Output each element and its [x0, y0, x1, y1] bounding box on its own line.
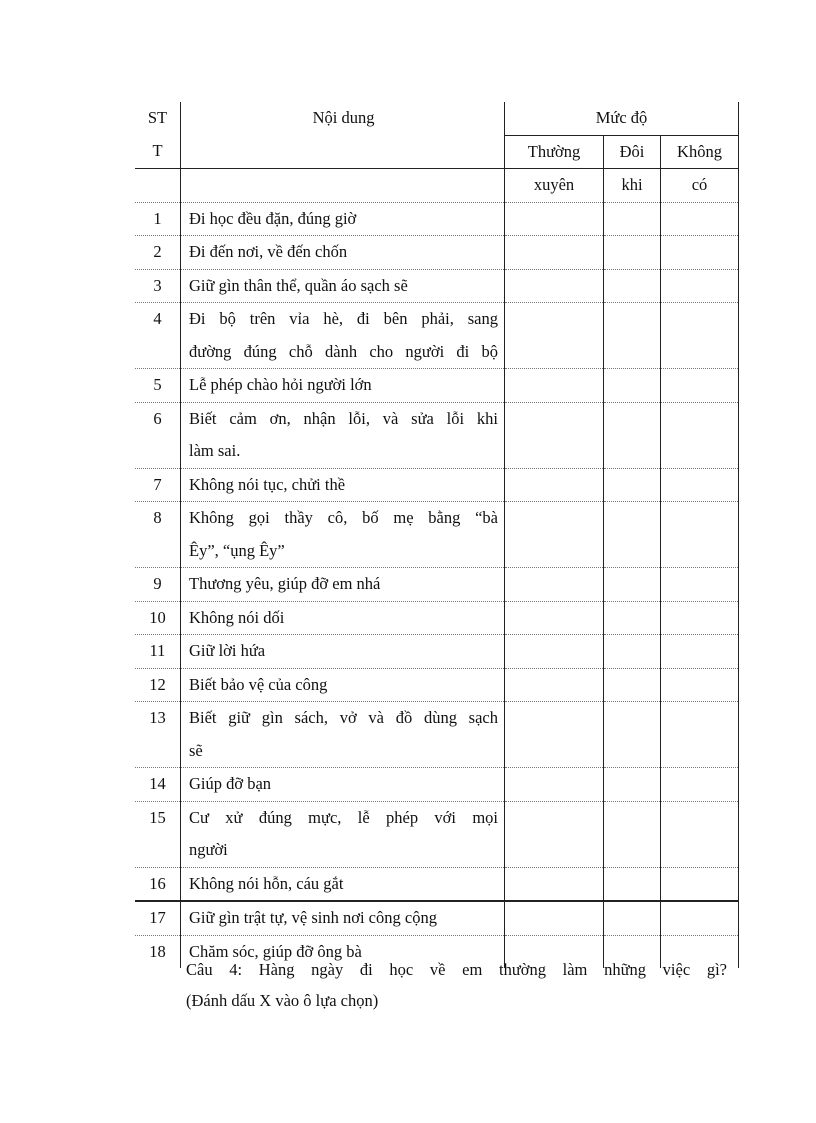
row-content: Thương yêu, giúp đỡ em nhá [181, 568, 505, 602]
row-content-line: Cư xử đúng mực, lễ phép với mọi [189, 807, 498, 827]
row-number: 12 [135, 668, 181, 702]
cell-never[interactable] [661, 402, 739, 468]
cell-never[interactable] [661, 202, 739, 236]
row-content-line: người [189, 840, 228, 859]
table-row [135, 768, 739, 802]
cell-often[interactable] [505, 867, 604, 901]
cell-sometimes[interactable] [604, 668, 661, 702]
row-number: 13 [135, 702, 181, 768]
row-content: Lễ phép chào hỏi người lớn [181, 369, 505, 403]
survey-table [135, 102, 739, 968]
cell-often[interactable] [505, 635, 604, 669]
table-row [135, 867, 739, 901]
row-content: Không nói hỗn, cáu gắt [181, 867, 505, 901]
cell-sometimes[interactable] [604, 867, 661, 901]
cell-often[interactable] [505, 801, 604, 867]
row-number: 7 [135, 468, 181, 502]
table-row [135, 236, 739, 270]
cell-sometimes[interactable] [604, 801, 661, 867]
row-content-line: làm sai. [189, 441, 241, 460]
row-content [181, 402, 505, 468]
cell-sometimes[interactable] [604, 702, 661, 768]
question-4 [186, 954, 727, 1016]
table-row [135, 901, 739, 935]
cell-often[interactable] [505, 369, 604, 403]
row-number: 17 [135, 901, 181, 935]
question-text: Câu 4: Hàng ngày đi học về em thường làm những việc gì? [186, 960, 727, 979]
row-content-line: Biết cảm ơn, nhận lỗi, và sửa lỗi khi [189, 408, 498, 428]
cell-never[interactable] [661, 369, 739, 403]
row-content-line: Biết giữ gìn sách, vở và đồ dùng sạch [189, 708, 498, 727]
row-content: Đi học đều đặn, đúng giờ [181, 202, 505, 236]
row-number: 14 [135, 768, 181, 802]
cell-often[interactable] [505, 468, 604, 502]
cell-sometimes[interactable] [604, 901, 661, 935]
row-number: 8 [135, 502, 181, 568]
cell-sometimes[interactable] [604, 402, 661, 468]
row-content [181, 502, 505, 568]
cell-sometimes[interactable] [604, 601, 661, 635]
row-content: Không nói tục, chửi thề [181, 468, 505, 502]
row-content-line: Êy”, “ụng Êy” [189, 540, 285, 560]
cell-never[interactable] [661, 601, 739, 635]
cell-never[interactable] [661, 568, 739, 602]
row-number: 15 [135, 801, 181, 867]
header-content: Nội dung [181, 102, 505, 169]
cell-often[interactable] [505, 236, 604, 270]
header-often-line2: xuyên [505, 169, 604, 203]
table-header-row [135, 102, 739, 135]
cell-sometimes[interactable] [604, 502, 661, 568]
cell-often[interactable] [505, 668, 604, 702]
row-number: 6 [135, 402, 181, 468]
row-content-line: đường đúng chỗ dành cho người đi bộ [189, 341, 498, 361]
table-row [135, 369, 739, 403]
row-number: 16 [135, 867, 181, 901]
row-content [181, 801, 505, 867]
row-number: 11 [135, 635, 181, 669]
table-row [135, 568, 739, 602]
cell-never[interactable] [661, 702, 739, 768]
row-content: Không nói dối [181, 601, 505, 635]
table-row [135, 303, 739, 369]
row-content [181, 303, 505, 369]
cell-often[interactable] [505, 402, 604, 468]
header-sometimes-line2: khi [604, 169, 661, 203]
row-number: 3 [135, 269, 181, 303]
table-row [135, 269, 739, 303]
cell-often[interactable] [505, 768, 604, 802]
cell-sometimes[interactable] [604, 635, 661, 669]
cell-often[interactable] [505, 269, 604, 303]
cell-often[interactable] [505, 702, 604, 768]
cell-often[interactable] [505, 303, 604, 369]
row-number: 9 [135, 568, 181, 602]
cell-sometimes[interactable] [604, 202, 661, 236]
cell-sometimes[interactable] [604, 236, 661, 270]
table-row [135, 801, 739, 867]
table-row [135, 635, 739, 669]
cell-never[interactable] [661, 635, 739, 669]
cell-sometimes[interactable] [604, 768, 661, 802]
cell-often[interactable] [505, 568, 604, 602]
question-instruction: (Đánh dấu X vào ô lựa chọn) [186, 991, 379, 1010]
table-header-row-3 [135, 169, 739, 203]
cell-never[interactable] [661, 901, 739, 935]
cell-sometimes[interactable] [604, 269, 661, 303]
row-content: Giữ gìn thân thể, quần áo sạch sẽ [181, 269, 505, 303]
row-number: 5 [135, 369, 181, 403]
row-content: Đi đến nơi, về đến chốn [181, 236, 505, 270]
cell-often[interactable] [505, 502, 604, 568]
cell-never[interactable] [661, 303, 739, 369]
row-number: 10 [135, 601, 181, 635]
header-stt [135, 102, 181, 169]
cell-never[interactable] [661, 668, 739, 702]
row-content: Giữ gìn trật tự, vệ sinh nơi công cộng [181, 901, 505, 935]
header-sometimes: Đôi [604, 135, 661, 169]
cell-sometimes[interactable] [604, 303, 661, 369]
table-row [135, 702, 739, 768]
row-content: Biết bảo vệ của công [181, 668, 505, 702]
row-content-line: Không gọi thầy cô, bố mẹ bằng “bà [189, 508, 498, 527]
cell-sometimes[interactable] [604, 468, 661, 502]
row-number: 1 [135, 202, 181, 236]
row-number: 2 [135, 236, 181, 270]
cell-often[interactable] [505, 202, 604, 236]
header-stt-line1: ST [147, 108, 168, 127]
table-row [135, 502, 739, 568]
header-never-line2: có [661, 169, 739, 203]
row-content-line: sẽ [189, 740, 203, 760]
table-row [135, 468, 739, 502]
row-content: Giữ lời hứa [181, 635, 505, 669]
row-content: Chăm sóc, giúp đỡ ông bà [181, 935, 505, 968]
header-often: Thường [505, 135, 604, 169]
cell-often[interactable] [505, 601, 604, 635]
row-number: 18 [135, 935, 181, 968]
cell-never[interactable] [661, 801, 739, 867]
row-content: Giúp đỡ bạn [181, 768, 505, 802]
cell-never[interactable] [661, 867, 739, 901]
cell-sometimes[interactable] [604, 369, 661, 403]
header-stt-line2: T [152, 140, 163, 160]
cell-never[interactable] [661, 768, 739, 802]
header-never: Không [661, 135, 739, 169]
table-row [135, 601, 739, 635]
cell-sometimes[interactable] [604, 568, 661, 602]
row-content [181, 702, 505, 768]
header-level: Mức độ [505, 102, 739, 135]
row-content-line: Đi bộ trên vỉa hè, đi bên phải, sang [189, 309, 498, 328]
table-row [135, 202, 739, 236]
row-number: 4 [135, 303, 181, 369]
cell-never[interactable] [661, 468, 739, 502]
table-row [135, 402, 739, 468]
cell-never[interactable] [661, 236, 739, 270]
cell-never[interactable] [661, 269, 739, 303]
cell-never[interactable] [661, 502, 739, 568]
cell-often[interactable] [505, 901, 604, 935]
table-row [135, 668, 739, 702]
